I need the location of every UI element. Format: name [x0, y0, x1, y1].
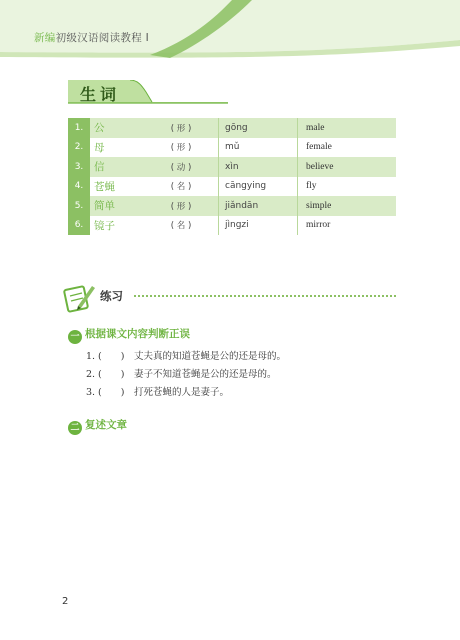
vocab-word: 简单: [90, 196, 144, 216]
section-2-badge: 二: [68, 421, 82, 435]
question-number: 1.: [86, 351, 96, 362]
pinyin: mǔ: [219, 138, 298, 158]
english-meaning: female: [298, 138, 397, 158]
english-meaning: male: [298, 118, 397, 138]
part-of-speech: ( 形 ): [144, 196, 219, 216]
answer-blank[interactable]: ( ): [98, 351, 125, 362]
row-number: 4.: [68, 177, 90, 197]
section-1-heading: [68, 326, 190, 344]
pencil-note-icon: [62, 280, 96, 318]
book-title-prefix: 新编: [34, 32, 56, 44]
question-number: 2.: [86, 369, 96, 380]
question-item: [86, 384, 229, 398]
answer-blank[interactable]: ( ): [98, 387, 125, 398]
vocab-table: [68, 118, 396, 235]
table-row: [68, 138, 396, 158]
row-number: 5.: [68, 196, 90, 216]
row-number: 6.: [68, 216, 90, 236]
section-2-title: 复述文章: [85, 419, 127, 431]
english-meaning: simple: [298, 196, 397, 216]
answer-blank[interactable]: ( ): [98, 369, 125, 380]
vocab-word: 镜子: [90, 216, 144, 236]
table-row: [68, 177, 396, 197]
exercises-title: 练习: [100, 289, 123, 303]
table-row: [68, 118, 396, 138]
table-row: [68, 216, 396, 236]
dotted-divider: [134, 295, 396, 297]
vocab-word: 苍蝇: [90, 177, 144, 197]
book-title-main: 初级汉语阅读教程 I: [55, 32, 150, 44]
vocab-word: 信: [90, 157, 144, 177]
pinyin: gōng: [219, 118, 298, 138]
english-meaning: fly: [298, 177, 397, 197]
table-row: [68, 157, 396, 177]
row-number: 2.: [68, 138, 90, 158]
page-number: 2: [62, 596, 69, 607]
section-2-heading: [68, 417, 127, 435]
part-of-speech: ( 名 ): [144, 177, 219, 197]
pinyin: xìn: [219, 157, 298, 177]
question-text: 妻子不知道苍蝇是公的还是母的。: [134, 369, 277, 380]
table-row: [68, 196, 396, 216]
question-text: 丈夫真的知道苍蝇是公的还是母的。: [134, 351, 287, 362]
row-number: 3.: [68, 157, 90, 177]
book-title: [34, 30, 149, 45]
question-item: [86, 366, 277, 380]
question-text: 打死苍蝇的人是妻子。: [134, 387, 230, 398]
page-header: [0, 0, 460, 64]
section-1-badge: 一: [68, 330, 82, 344]
row-number: 1.: [68, 118, 90, 138]
pinyin: jiǎndān: [219, 196, 298, 216]
question-number: 3.: [86, 387, 96, 398]
part-of-speech: ( 动 ): [144, 157, 219, 177]
vocab-word: 公: [90, 118, 144, 138]
english-meaning: mirror: [298, 216, 397, 236]
pinyin: jìngzi: [219, 216, 298, 236]
vocab-title: 生词: [80, 85, 121, 104]
part-of-speech: ( 名 ): [144, 216, 219, 236]
part-of-speech: ( 形 ): [144, 118, 219, 138]
section-1-title: 根据课文内容判断正误: [85, 328, 190, 340]
question-item: [86, 348, 286, 362]
part-of-speech: ( 形 ): [144, 138, 219, 158]
english-meaning: believe: [298, 157, 397, 177]
pinyin: cāngying: [219, 177, 298, 197]
vocab-word: 母: [90, 138, 144, 158]
